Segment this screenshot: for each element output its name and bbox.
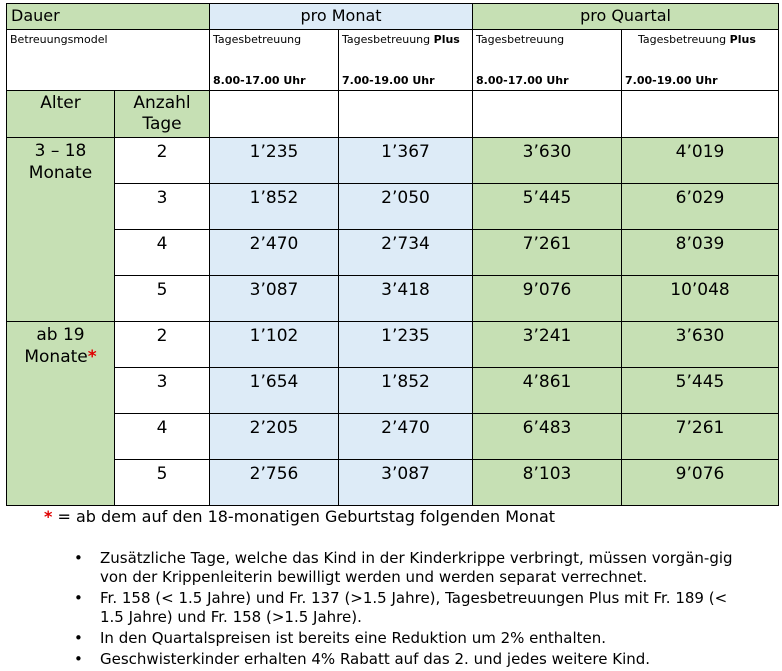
header-pro-quartal: pro Quartal xyxy=(473,4,779,30)
price-cell: 3’241 xyxy=(473,322,622,368)
price-cell: 1’235 xyxy=(210,138,339,184)
table-row xyxy=(7,322,779,368)
price-cell: 1’852 xyxy=(339,368,473,414)
days-cell: 2 xyxy=(115,138,210,184)
price-cell: 1’852 xyxy=(210,184,339,230)
days-cell: 3 xyxy=(115,184,210,230)
price-cell: 3’418 xyxy=(339,276,473,322)
price-cell: 2’734 xyxy=(339,230,473,276)
table-row xyxy=(7,368,779,414)
days-cell: 2 xyxy=(115,322,210,368)
price-cell: 3’087 xyxy=(210,276,339,322)
table-row xyxy=(7,414,779,460)
price-cell: 5’445 xyxy=(473,184,622,230)
header-dauer: Dauer xyxy=(7,4,210,30)
table-row xyxy=(7,276,779,322)
price-cell: 7’261 xyxy=(622,414,779,460)
model-col-plus: Plus xyxy=(729,33,756,46)
price-cell: 10’048 xyxy=(622,276,779,322)
price-cell: 8’103 xyxy=(473,460,622,506)
days-cell: 3 xyxy=(115,368,210,414)
notes-list xyxy=(74,549,754,671)
list-item: • Zusätzliche Tage, welche das Kind in der Kinderkrippe verbringt, müssen vorgän-gig von der Krippenleiterin bewilligt werden und werden separat verrechnet. xyxy=(74,549,754,587)
price-cell: 2’050 xyxy=(339,184,473,230)
asterisk-mark: * xyxy=(44,507,53,526)
days-cell: 4 xyxy=(115,414,210,460)
asterisk-mark: * xyxy=(87,347,97,367)
model-col-hours: 7.00-19.00 Uhr xyxy=(625,74,718,87)
price-cell: 9’076 xyxy=(622,460,779,506)
header-pro-monat: pro Monat xyxy=(210,4,473,30)
price-cell: 5’445 xyxy=(622,368,779,414)
days-cell: 5 xyxy=(115,276,210,322)
table-row xyxy=(7,138,779,184)
model-col-4 xyxy=(622,30,779,91)
model-col-1 xyxy=(210,30,339,91)
footnote xyxy=(44,507,555,526)
price-cell: 4’861 xyxy=(473,368,622,414)
price-cell: 1’654 xyxy=(210,368,339,414)
price-cell: 2’205 xyxy=(210,414,339,460)
model-col-hours: 8.00-17.00 Uhr xyxy=(476,74,569,87)
price-cell: 3’087 xyxy=(339,460,473,506)
age-group-cell: ab 19 Monate* xyxy=(7,322,115,506)
table-row xyxy=(7,460,779,506)
model-col-3 xyxy=(473,30,622,91)
model-col-name: Tagesbetreuung xyxy=(213,33,302,46)
col-header-alter: Alter xyxy=(7,91,115,138)
days-cell: 5 xyxy=(115,460,210,506)
price-cell: 6’483 xyxy=(473,414,622,460)
model-label-cell xyxy=(7,30,210,91)
list-item: • In den Quartalspreisen ist bereits eine Reduktion um 2% enthalten. xyxy=(74,629,754,648)
col-header-empty xyxy=(473,91,622,138)
days-cell: 4 xyxy=(115,230,210,276)
list-item: • Fr. 158 (< 1.5 Jahre) und Fr. 137 (>1.5 Jahre), Tagesbetreuungen Plus mit Fr. 189 (< 1.5 Jahre) und Fr. 158 (>1.5 Jahre). xyxy=(74,589,754,627)
model-col-hours: 8.00-17.00 Uhr xyxy=(213,74,306,87)
col-header-anzahl-tage: Anzahl Tage xyxy=(115,91,210,138)
model-col-2 xyxy=(339,30,473,91)
model-col-name: Tagesbetreuung xyxy=(638,33,730,46)
price-cell: 8’039 xyxy=(622,230,779,276)
price-cell: 1’235 xyxy=(339,322,473,368)
model-label: Betreuungsmodel xyxy=(10,33,108,46)
footnote-text: = ab dem auf den 18-monatigen Geburtstag folgenden Monat xyxy=(52,507,556,526)
model-col-name: Tagesbetreuung xyxy=(342,33,434,46)
table-row xyxy=(7,184,779,230)
tariff-table xyxy=(6,3,779,506)
col-header-empty xyxy=(210,91,339,138)
price-cell: 3’630 xyxy=(473,138,622,184)
price-cell: 7’261 xyxy=(473,230,622,276)
price-cell: 1’367 xyxy=(339,138,473,184)
model-col-hours: 7.00-19.00 Uhr xyxy=(342,74,435,87)
price-cell: 2’470 xyxy=(210,230,339,276)
col-header-empty xyxy=(339,91,473,138)
list-item: • Geschwisterkinder erhalten 4% Rabatt auf das 2. und jedes weitere Kind. xyxy=(74,650,754,669)
table-row xyxy=(7,230,779,276)
price-cell: 9’076 xyxy=(473,276,622,322)
model-col-plus: Plus xyxy=(433,33,460,46)
price-cell: 3’630 xyxy=(622,322,779,368)
model-col-name: Tagesbetreuung xyxy=(476,33,565,46)
age-group-cell: 3 – 18 Monate xyxy=(7,138,115,322)
price-cell: 4’019 xyxy=(622,138,779,184)
col-header-empty xyxy=(622,91,779,138)
price-cell: 1’102 xyxy=(210,322,339,368)
price-cell: 6’029 xyxy=(622,184,779,230)
price-cell: 2’756 xyxy=(210,460,339,506)
price-cell: 2’470 xyxy=(339,414,473,460)
